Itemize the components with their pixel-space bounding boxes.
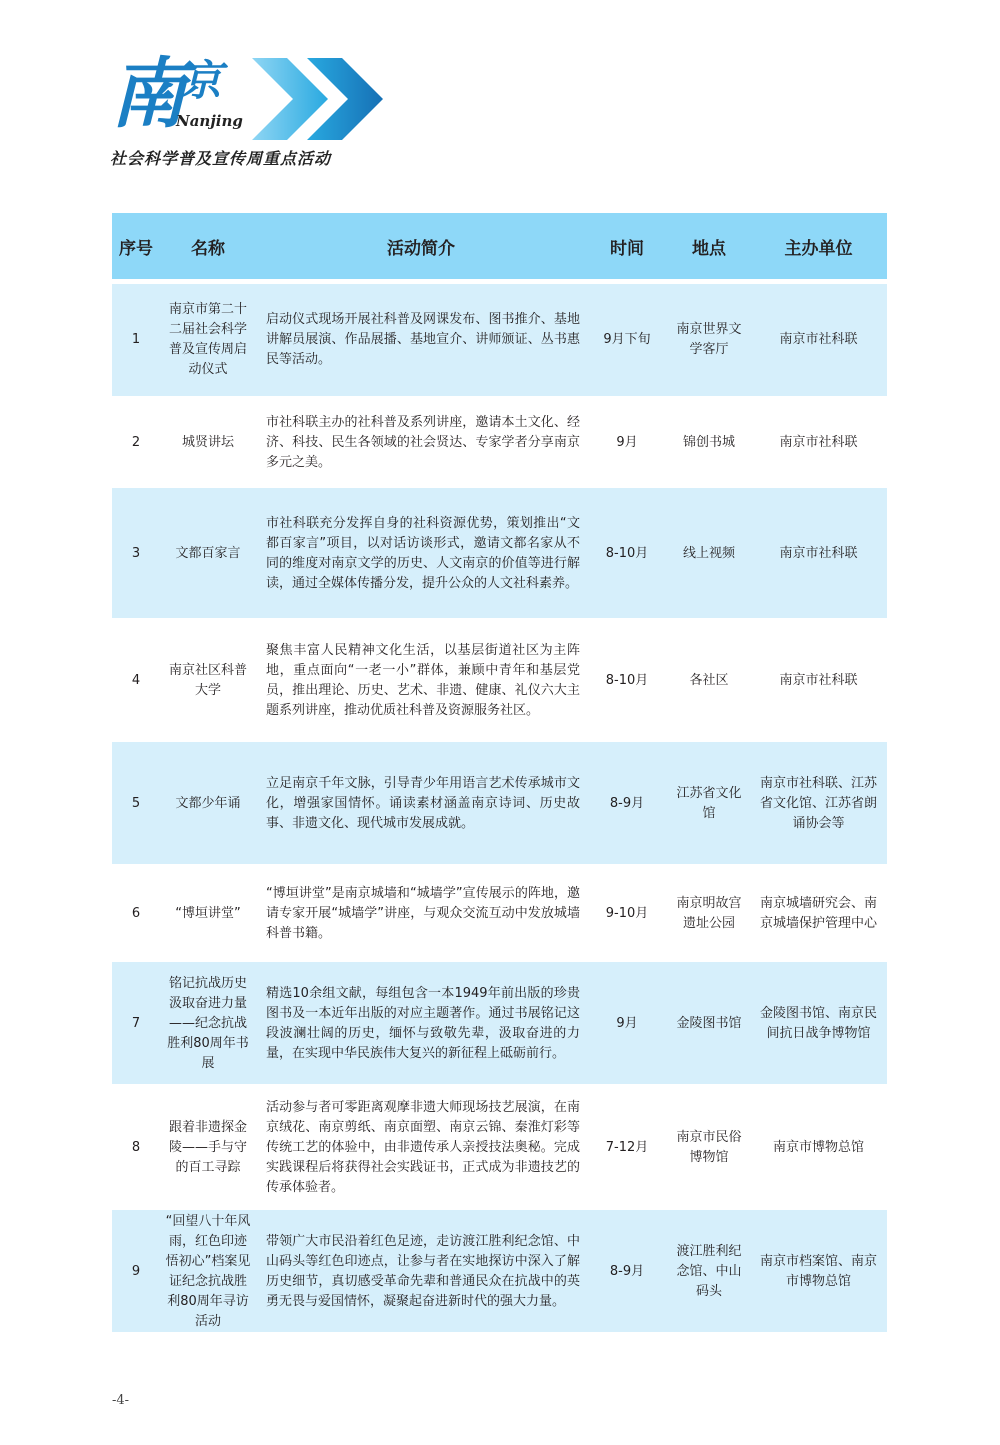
cell-name: “回望八十年风雨，红色印迹悟初心”档案见证纪念抗战胜利80周年寻访活动 <box>160 1212 256 1334</box>
col-header-name: 名称 <box>160 213 256 284</box>
cell-time: 9-10月 <box>586 866 668 964</box>
cell-place: 渡江胜利纪念馆、中山码头 <box>668 1212 750 1334</box>
table-row <box>112 744 887 866</box>
cell-org: 南京市档案馆、南京市博物总馆 <box>750 1212 887 1334</box>
cell-org: 南京市社科联 <box>750 398 887 490</box>
cell-no: 4 <box>112 620 160 744</box>
cell-desc: “博垣讲堂”是南京城墙和“城墙学”宣传展示的阵地，邀请专家开展“城墙学”讲座，与观众交流互动中发放城墙科普书籍。 <box>256 866 586 964</box>
page-header <box>0 0 1000 200</box>
col-header-no: 序号 <box>112 213 160 284</box>
cell-desc: 立足南京千年文脉，引导青少年用语言艺术传承城市文化，增强家国情怀。诵读素材涵盖南京诗词、历史故事、非遗文化、现代城市发展成就。 <box>256 744 586 866</box>
cell-org: 南京市社科联 <box>750 620 887 744</box>
activities-table <box>112 213 887 1334</box>
cell-place: 各社区 <box>668 620 750 744</box>
table-row <box>112 490 887 620</box>
cell-no: 3 <box>112 490 160 620</box>
cell-desc: 启动仪式现场开展社科普及网课发布、图书推介、基地讲解员展演、作品展播、基地宣介、讲师颁证、丛书惠民等活动。 <box>256 284 586 398</box>
logo-character-nan: 南 <box>110 49 186 138</box>
cell-desc: 精选10余组文献，每组包含一本1949年前出版的珍贵图书及一本近年出版的对应主题著作。通过书展铭记这段波澜壮阔的历史，缅怀与致敬先辈，汲取奋进的力量，在实现中华民族伟大复兴的新征程上砥砺前行。 <box>256 964 586 1086</box>
page-number: -4- <box>112 1393 130 1408</box>
chevron-arrows-icon <box>252 58 387 140</box>
logo-english: Nanjing <box>176 112 243 130</box>
logo-character-jing: 京 <box>180 56 223 105</box>
cell-place: 南京市民俗博物馆 <box>668 1086 750 1212</box>
cell-time: 8-9月 <box>586 744 668 866</box>
cell-no: 5 <box>112 744 160 866</box>
cell-name: 南京社区科普大学 <box>160 620 256 744</box>
cell-time: 9月 <box>586 964 668 1086</box>
cell-name: 南京市第二十二届社会科学普及宣传周启动仪式 <box>160 284 256 398</box>
cell-no: 6 <box>112 866 160 964</box>
cell-no: 2 <box>112 398 160 490</box>
cell-time: 9月 <box>586 398 668 490</box>
cell-no: 1 <box>112 284 160 398</box>
cell-time: 8-9月 <box>586 1212 668 1334</box>
cell-place: 南京世界文学客厅 <box>668 284 750 398</box>
cell-org: 南京市博物总馆 <box>750 1086 887 1212</box>
cell-place: 江苏省文化馆 <box>668 744 750 866</box>
cell-place: 南京明故宫遗址公园 <box>668 866 750 964</box>
cell-no: 7 <box>112 964 160 1086</box>
cell-no: 9 <box>112 1212 160 1334</box>
cell-time: 8-10月 <box>586 620 668 744</box>
cell-name: 跟着非遗探金陵——手与守的百工寻踪 <box>160 1086 256 1212</box>
cell-desc: 市社科联主办的社科普及系列讲座，邀请本土文化、经济、科技、民生各领域的社会贤达、专家学者分享南京多元之美。 <box>256 398 586 490</box>
cell-org: 南京市社科联、江苏省文化馆、江苏省朗诵协会等 <box>750 744 887 866</box>
cell-name: 铭记抗战历史 汲取奋进力量——纪念抗战胜利80周年书展 <box>160 964 256 1086</box>
table-row <box>112 964 887 1086</box>
cell-name: 文都少年诵 <box>160 744 256 866</box>
cell-org: 南京城墙研究会、南京城墙保护管理中心 <box>750 866 887 964</box>
table-row <box>112 1212 887 1334</box>
table-row <box>112 1086 887 1212</box>
page-subtitle: 社会科学普及宣传周重点活动 <box>110 149 332 168</box>
cell-desc: 市社科联充分发挥自身的社科资源优势，策划推出“文都百家言”项目，以对话访谈形式，邀请文都名家从不同的维度对南京文学的历史、人文南京的价值等进行解读，通过全媒体传播分发，提升公众的人文社科素养。 <box>256 490 586 620</box>
cell-desc: 带领广大市民沿着红色足迹，走访渡江胜利纪念馆、中山码头等红色印迹点，让参与者在实地探访中深入了解历史细节，真切感受革命先辈和普通民众在抗战中的英勇无畏与爱国情怀，凝聚起奋进新时代的强大力量。 <box>256 1212 586 1334</box>
col-header-org: 主办单位 <box>750 213 887 284</box>
cell-no: 8 <box>112 1086 160 1212</box>
table-row <box>112 866 887 964</box>
cell-time: 9月下旬 <box>586 284 668 398</box>
table-row <box>112 398 887 490</box>
cell-place: 线上视频 <box>668 490 750 620</box>
cell-org: 南京市社科联 <box>750 490 887 620</box>
cell-org: 金陵图书馆、南京民间抗日战争博物馆 <box>750 964 887 1086</box>
cell-name: 城贤讲坛 <box>160 398 256 490</box>
table-row <box>112 620 887 744</box>
cell-name: “博垣讲堂” <box>160 866 256 964</box>
cell-place: 锦创书城 <box>668 398 750 490</box>
cell-desc: 聚焦丰富人民精神文化生活，以基层街道社区为主阵地，重点面向“一老一小”群体，兼顾中青年和基层党员，推出理论、历史、艺术、非遗、健康、礼仪六大主题系列讲座，推动优质社科普及资源服务社区。 <box>256 620 586 744</box>
col-header-time: 时间 <box>586 213 668 284</box>
cell-desc: 活动参与者可零距离观摩非遗大师现场技艺展演，在南京绒花、南京剪纸、南京面塑、南京云锦、秦淮灯彩等传统工艺的体验中，由非遗传承人亲授技法奥秘。完成实践课程后将获得社会实践证书，正式成为非遗技艺的传承体验者。 <box>256 1086 586 1212</box>
col-header-place: 地点 <box>668 213 750 284</box>
cell-time: 8-10月 <box>586 490 668 620</box>
cell-place: 金陵图书馆 <box>668 964 750 1086</box>
table-row <box>112 284 887 398</box>
cell-time: 7-12月 <box>586 1086 668 1212</box>
col-header-desc: 活动简介 <box>256 213 586 284</box>
cell-org: 南京市社科联 <box>750 284 887 398</box>
cell-name: 文都百家言 <box>160 490 256 620</box>
table-header-row <box>112 213 887 284</box>
